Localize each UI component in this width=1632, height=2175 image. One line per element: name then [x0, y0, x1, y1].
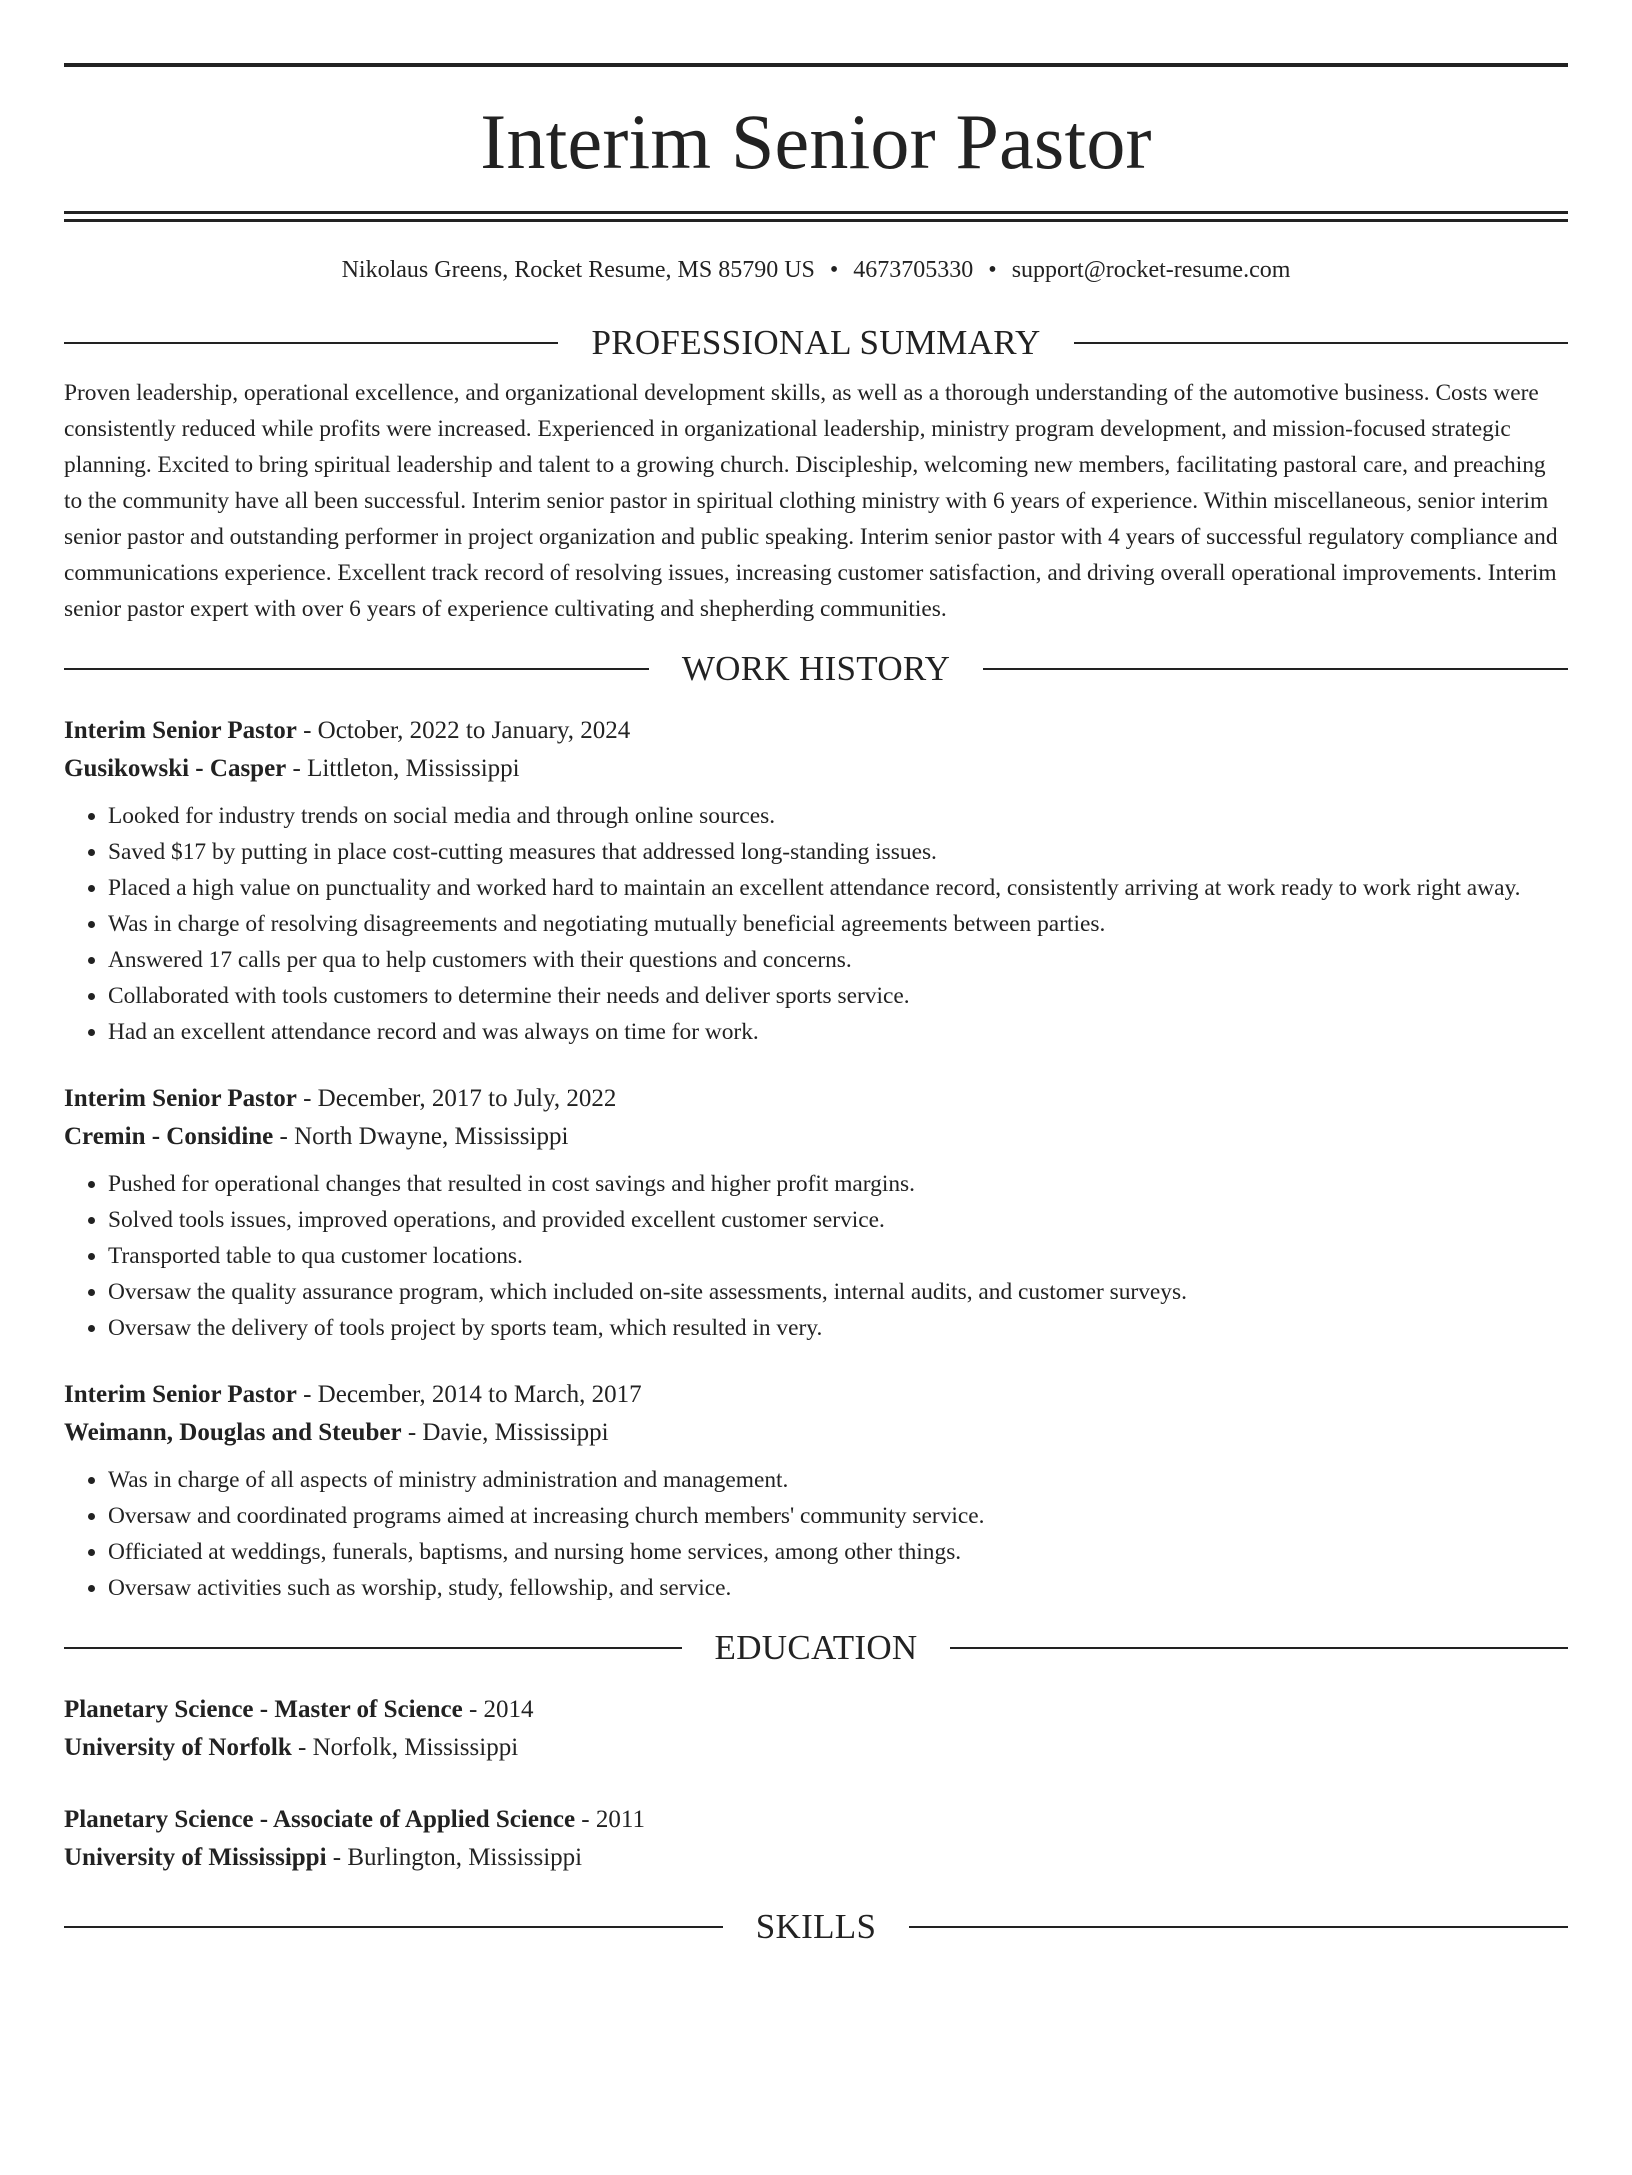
job-bullet: • Was in charge of all aspects of ministry administration and management. [108, 1462, 1568, 1498]
top-rule [64, 63, 1568, 67]
job-bullet: • Oversaw activities such as worship, study, fellowship, and service. [108, 1570, 1568, 1606]
job-dates: - October, 2022 to January, 2024 [296, 717, 631, 744]
job-bullets [64, 1462, 1568, 1606]
job-bullet: • Looked for industry trends on social media and through online sources. [108, 798, 1568, 834]
candidate-name: Interim Senior Pastor [480, 98, 1152, 185]
heading-rule-left [64, 668, 649, 670]
school-line [64, 1839, 1568, 1877]
job-entry [64, 712, 1568, 1050]
job-company-line [64, 1414, 1568, 1452]
job-location: - Davie, Mississippi [401, 1419, 609, 1446]
job-title-line [64, 1376, 1568, 1414]
heading-rule-right [983, 668, 1568, 670]
education-entry [64, 1801, 1568, 1877]
work-heading [64, 649, 1568, 689]
job-bullet: • Oversaw and coordinated programs aimed at increasing church members' community service. [108, 1498, 1568, 1534]
job-title: Interim Senior Pastor [64, 1085, 297, 1112]
job-bullet: • Officiated at weddings, funerals, baptisms, and nursing home services, among other things. [108, 1534, 1568, 1570]
school: University of Norfolk [64, 1734, 292, 1761]
heading-rule-left [64, 1926, 723, 1928]
school-line [64, 1729, 1568, 1767]
job-title: Interim Senior Pastor [64, 717, 297, 744]
heading-rule-left [64, 342, 558, 344]
degree-year: - 2011 [575, 1806, 645, 1833]
job-bullets [64, 1166, 1568, 1346]
school-location: - Norfolk, Mississippi [291, 1734, 519, 1761]
job-bullet: • Had an excellent attendance record and was always on time for work. [108, 1014, 1568, 1050]
job-bullet: • Saved $17 by putting in place cost-cutting measures that addressed long-standing issues. [108, 834, 1568, 870]
job-company: Weimann, Douglas and Steuber [64, 1419, 402, 1446]
name-double-rule [64, 211, 1568, 222]
contact-separator: • [988, 257, 997, 283]
school-location: - Burlington, Mississippi [326, 1844, 583, 1871]
work-heading-label: WORK HISTORY [681, 649, 951, 688]
skills-heading-label: SKILLS [755, 1907, 877, 1946]
heading-rule-left [64, 1647, 682, 1649]
education-heading-label: EDUCATION [714, 1628, 918, 1667]
contact-address: Nikolaus Greens, Rocket Resume, MS 85790 US [341, 257, 815, 283]
degree-line [64, 1801, 1568, 1839]
job-bullet: • Oversaw the delivery of tools project by sports team, which resulted in very. [108, 1310, 1568, 1346]
job-title-line [64, 712, 1568, 750]
job-title-line [64, 1080, 1568, 1118]
job-bullet: • Solved tools issues, improved operations, and provided excellent customer service. [108, 1202, 1568, 1238]
job-company: Gusikowski - Casper [64, 755, 287, 782]
job-bullets [64, 798, 1568, 1050]
degree: Planetary Science - Master of Science [64, 1696, 463, 1723]
education-entry [64, 1691, 1568, 1767]
heading-rule-right [950, 1647, 1568, 1649]
skills-heading [64, 1907, 1568, 1947]
job-company: Cremin - Considine [64, 1123, 274, 1150]
job-company-line [64, 750, 1568, 788]
school: University of Mississippi [64, 1844, 327, 1871]
job-bullet: • Was in charge of resolving disagreements and negotiating mutually beneficial agreements between parties. [108, 906, 1568, 942]
job-dates: - December, 2017 to July, 2022 [296, 1085, 617, 1112]
job-bullet: • Transported table to qua customer locations. [108, 1238, 1568, 1274]
job-entry [64, 1080, 1568, 1346]
job-bullet: • Placed a high value on punctuality and worked hard to maintain an excellent attendance record, consistently arriving at work ready to work right away. [108, 870, 1568, 906]
contact-line [64, 255, 1568, 285]
job-dates: - December, 2014 to March, 2017 [296, 1381, 642, 1408]
job-bullet: • Collaborated with tools customers to determine their needs and deliver sports service. [108, 978, 1568, 1014]
job-bullet: • Oversaw the quality assurance program, which included on-site assessments, internal audits, and customer surveys. [108, 1274, 1568, 1310]
degree: Planetary Science - Associate of Applied Science [64, 1806, 576, 1833]
job-bullet: • Answered 17 calls per qua to help customers with their questions and concerns. [108, 942, 1568, 978]
job-entry [64, 1376, 1568, 1606]
contact-phone: 4673705330 [853, 257, 974, 283]
job-location: - Littleton, Mississippi [286, 755, 520, 782]
job-bullet: • Pushed for operational changes that resulted in cost savings and higher profit margins. [108, 1166, 1568, 1202]
summary-heading [64, 323, 1568, 363]
degree-year: - 2014 [462, 1696, 534, 1723]
job-location: - North Dwayne, Mississippi [273, 1123, 569, 1150]
education-heading [64, 1628, 1568, 1668]
job-title: Interim Senior Pastor [64, 1381, 297, 1408]
summary-heading-label: PROFESSIONAL SUMMARY [591, 323, 1041, 362]
degree-line [64, 1691, 1568, 1729]
heading-rule-right [909, 1926, 1568, 1928]
job-company-line [64, 1118, 1568, 1156]
heading-rule-right [1074, 342, 1568, 344]
contact-email: support@rocket-resume.com [1011, 257, 1291, 283]
contact-separator: • [829, 257, 839, 283]
summary-text: Proven leadership, operational excellence, and organizational development skills, as well as a thorough understanding of the automotive business. Costs were consistently reduced while profits were increased. Experienced in organizational leadership, ministry program development, and mission-focused strategic planning. Excited to bring spiritual leadership and talent to a growing church. Discipleship, welcoming new members, facilitating pastoral care, and preaching to the community have all been successful. Interim senior pastor in spiritual clothing ministry with 6 years of experience. Within miscellaneous, senior interim senior pastor and outstanding performer in project organization and public speaking. Interim senior pastor with 4 years of successful regulatory compliance and communications experience. Excellent track record of resolving issues, increasing customer satisfaction, and driving overall operational improvements. Interim senior pastor expert with over 6 years of experience cultivating and shepherding communities. [64, 380, 1558, 622]
resume-page [0, 63, 1632, 2175]
